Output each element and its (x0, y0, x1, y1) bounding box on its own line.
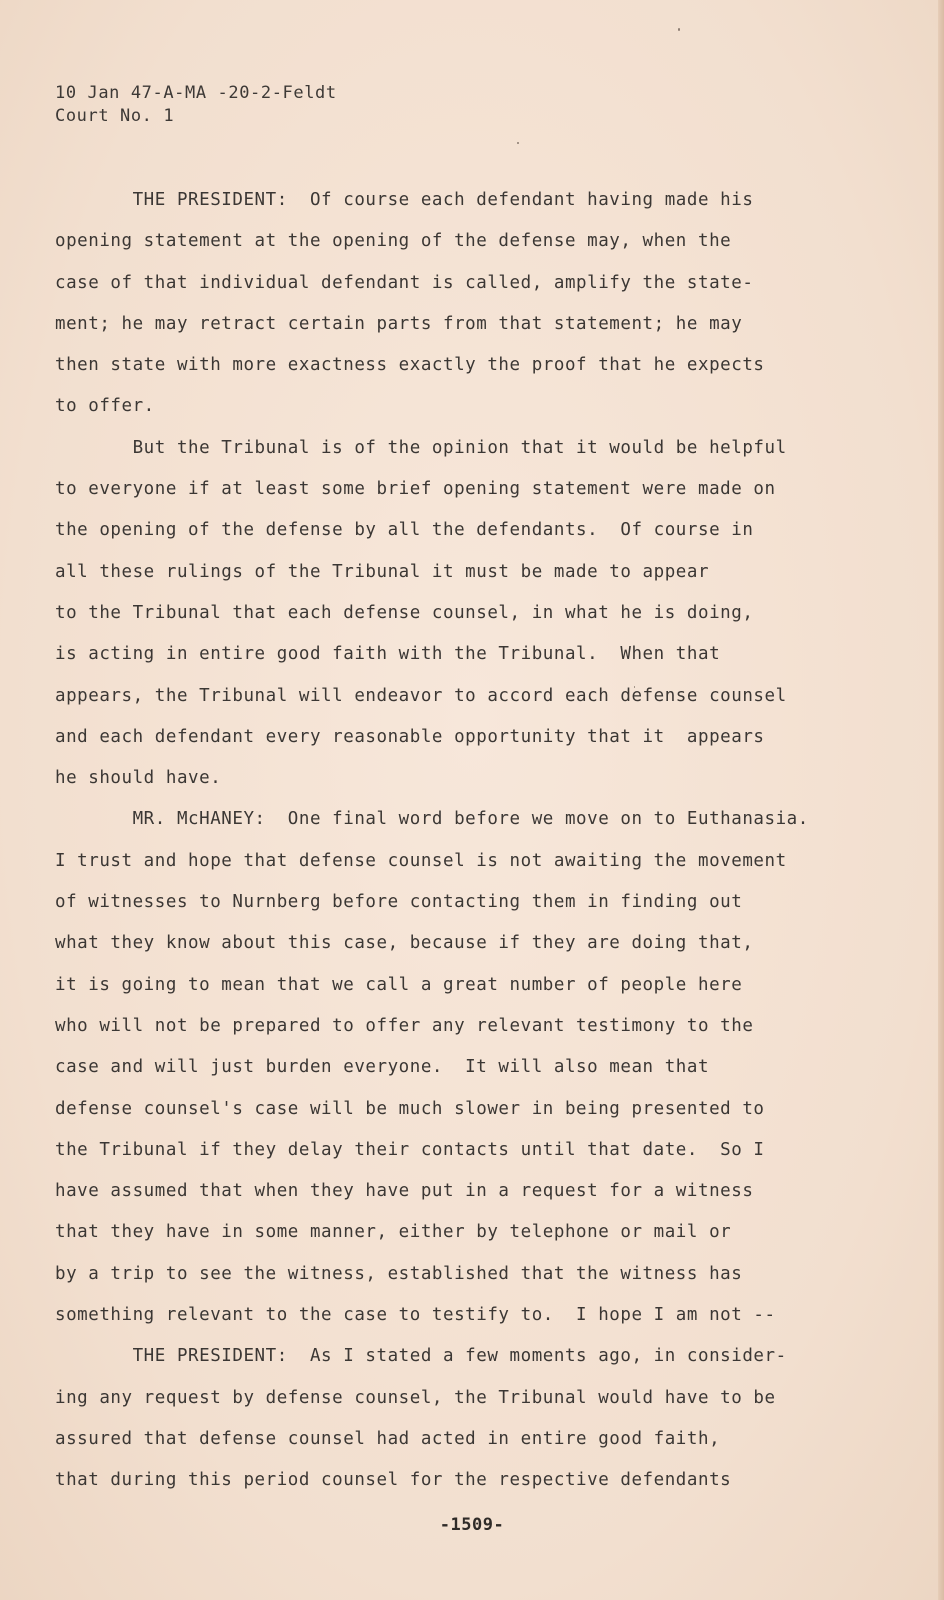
paper-speck (517, 142, 519, 144)
transcript-line: I trust and hope that defense counsel is not awaiting the movement (55, 850, 787, 871)
page-edge (938, 0, 944, 1600)
header-court: Court No. 1 (55, 106, 175, 126)
transcript-line: to everyone if at least some brief opening statement were made on (55, 479, 776, 500)
transcript-line: case and will just burden everyone. It will also mean that (55, 1057, 710, 1078)
transcript-line: ing any request by defense counsel, the Tribunal would have to be (55, 1387, 776, 1408)
transcript-line: that during this period counsel for the respective defendants (55, 1470, 732, 1491)
transcript-line: then state with more exactness exactly the proof that he expects (55, 355, 765, 376)
transcript-line: THE PRESIDENT: As I stated a few moments ago, in consider- (55, 1346, 787, 1367)
transcript-line: to offer. (55, 396, 155, 417)
transcript-line: the opening of the defense by all the defendants. Of course in (55, 520, 754, 541)
header-date-code: 10 Jan 47-A-MA -20-2-Feldt (55, 83, 337, 103)
transcript-line: all these rulings of the Tribunal it must be made to appear (55, 561, 710, 582)
transcript-line: what they know about this case, because if they are doing that, (55, 933, 754, 954)
transcript-line: by a trip to see the witness, established that the witness has (55, 1263, 743, 1284)
transcript-line: it is going to mean that we call a great number of people here (55, 974, 743, 995)
transcript-line: something relevant to the case to testify to. I hope I am not -- (55, 1305, 776, 1326)
transcript-body (55, 180, 905, 1502)
transcript-line: of witnesses to Nurnberg before contacting them in finding out (55, 892, 743, 913)
transcript-line: case of that individual defendant is called, amplify the state- (55, 272, 754, 293)
transcript-line: appears, the Tribunal will endeavor to accord each defense counsel (55, 685, 787, 706)
transcript-line: is acting in entire good faith with the Tribunal. When that (55, 644, 721, 665)
transcript-line: the Tribunal if they delay their contacts until that date. So I (55, 1139, 765, 1160)
transcript-line: ment; he may retract certain parts from that statement; he may (55, 313, 743, 334)
page-number: -1509- (439, 1515, 505, 1535)
transcript-line: he should have. (55, 768, 222, 789)
transcript-line: assured that defense counsel had acted in entire good faith, (55, 1428, 721, 1449)
transcript-line: defense counsel's case will be much slower in being presented to (55, 1098, 765, 1119)
transcript-line: THE PRESIDENT: Of course each defendant having made his (55, 190, 754, 210)
transcript-line: to the Tribunal that each defense counsel, in what he is doing, (55, 602, 754, 623)
transcript-line: who will not be prepared to offer any relevant testimony to the (55, 1015, 754, 1036)
transcript-line: have assumed that when they have put in a request for a witness (55, 1181, 754, 1202)
transcript-line: that they have in some manner, either by telephone or mail or (55, 1222, 732, 1243)
transcript-line: MR. McHANEY: One final word before we move on to Euthanasia. (55, 809, 809, 830)
document-header (55, 82, 337, 128)
transcript-line: opening statement at the opening of the defense may, when the (55, 231, 732, 252)
transcript-line: and each defendant every reasonable opportunity that it appears (55, 726, 765, 747)
transcript-line: But the Tribunal is of the opinion that it would be helpful (55, 437, 787, 458)
paper-speck (678, 28, 680, 31)
